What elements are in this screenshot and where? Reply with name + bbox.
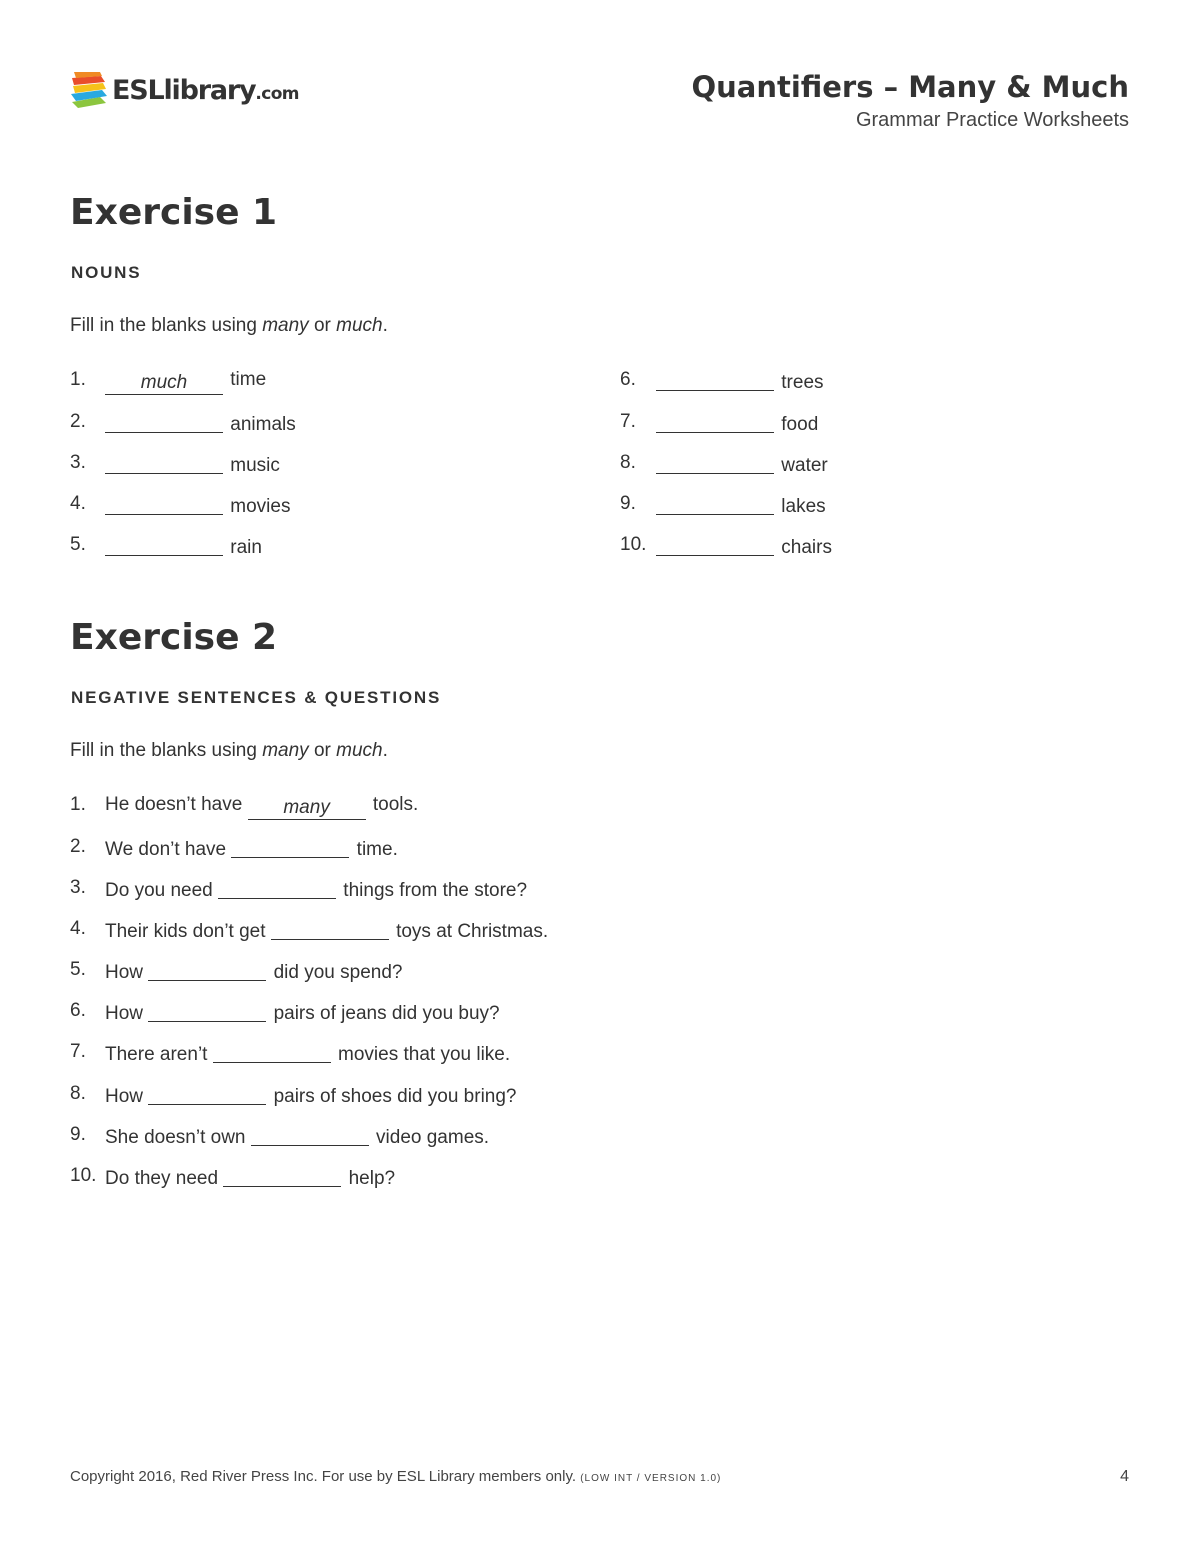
worksheet-subtitle: Grammar Practice Worksheets	[855, 109, 1129, 131]
copyright-footer: Copyright 2016, Red River Press Inc. For use by ESL Library members only. (LOW INT / VERSION 1.0)	[70, 1468, 722, 1485]
exercise-1-category: NOUNS	[71, 263, 142, 282]
version-label: (LOW INT / VERSION 1.0)	[580, 1473, 722, 1484]
answer-blank[interactable]	[223, 1164, 341, 1187]
answer-blank[interactable]	[251, 1123, 369, 1146]
answer-blank[interactable]	[105, 492, 223, 515]
exercise-2-title: Exercise 2	[70, 617, 278, 658]
answer-blank[interactable]	[231, 835, 349, 858]
answer-blank[interactable]	[105, 533, 223, 556]
logo-wordmark: ESLlibrary.com	[112, 74, 299, 106]
answer-blank[interactable]	[105, 410, 223, 433]
answer-blank[interactable]	[656, 451, 774, 474]
answer-blank[interactable]	[105, 451, 223, 474]
page-number: 4	[1120, 1468, 1129, 1485]
answer-blank[interactable]	[148, 1082, 266, 1105]
answer-blank[interactable]	[656, 410, 774, 433]
exercise-2-category: NEGATIVE SENTENCES & QUESTIONS	[71, 688, 442, 707]
answer-blank[interactable]	[213, 1040, 331, 1063]
exercise-2-instruction: Fill in the blanks using many or much.	[70, 740, 388, 761]
answer-blank[interactable]	[271, 917, 389, 940]
answer-blank[interactable]	[218, 876, 336, 899]
answer-blank[interactable]	[656, 368, 774, 391]
book-stack-icon	[70, 72, 108, 108]
answer-blank[interactable]	[148, 999, 266, 1022]
exercise-1-title: Exercise 1	[70, 192, 278, 233]
answer-blank[interactable]: many	[248, 797, 366, 820]
worksheet-page: ESLlibrary.com Quantifiers – Many & Much Grammar Practice Worksheets Exercise 1 NOUNS Fill in the blanks using many or much. 1. much time 2. animals 3. music 4. movies 5. rain 6. trees 7. food 8. water 9. lakes 10. chairs Exercise 2 NEGATIVE SENTENCES & QUESTIONS Fill in the blanks using many or much. 1. He doesn’t have many tools. 2. We don’t have time. 3. Do you need things from the store? 4. Their kids don’t get toys at Christmas. 5. How did you spend? 6. How pairs of jeans did you buy? 7. There aren’t movies that you like. 8. How pairs of shoes did you bring? 9. She doesn’t own video games. 10. Do they need help? Copyright 2016, Red River Press Inc. For use by ESL Library members only. (LOW INT / VERSION 1.0) 4	[70, 70, 1129, 1485]
exercise-1-instruction: Fill in the blanks using many or much.	[70, 315, 388, 336]
answer-blank[interactable]	[148, 958, 266, 981]
worksheet-title: Quantifiers – Many & Much	[691, 70, 1129, 104]
answer-blank[interactable]	[656, 492, 774, 515]
answer-blank[interactable]: much	[105, 372, 223, 395]
esl-library-logo	[70, 70, 299, 110]
answer-blank[interactable]	[656, 533, 774, 556]
